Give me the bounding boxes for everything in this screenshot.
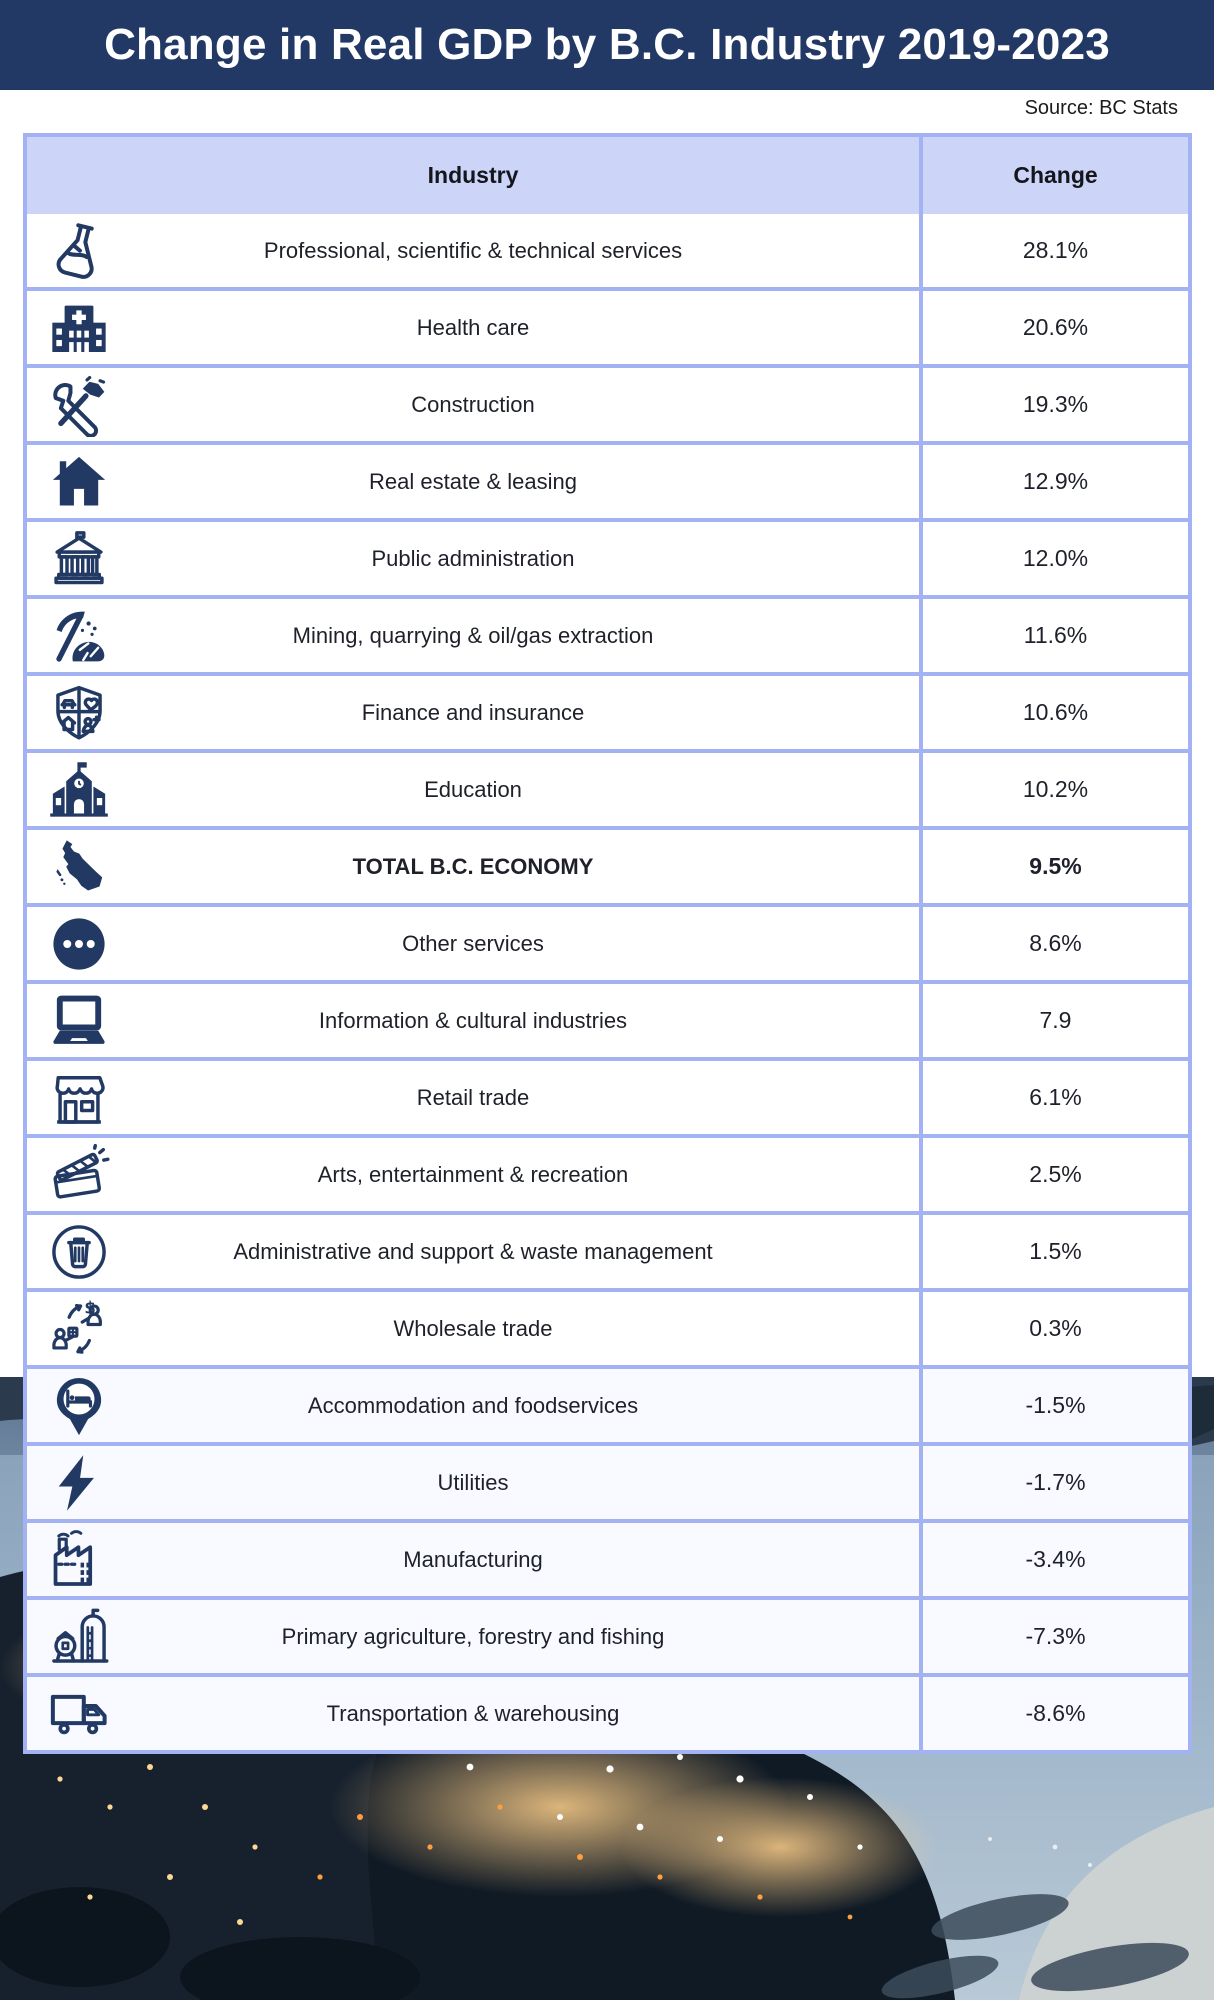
industry-label: Other services — [402, 930, 544, 956]
clapperboard-icon — [39, 1141, 119, 1209]
industry-label: Primary agriculture, forestry and fishing — [281, 1623, 665, 1649]
change-cell — [919, 368, 1188, 441]
change-cell — [919, 1600, 1188, 1673]
change-value: 1.5% — [1029, 1238, 1082, 1264]
school-icon — [39, 756, 119, 824]
table-row — [27, 1292, 1188, 1365]
change-cell — [919, 1677, 1188, 1750]
industry-cell — [27, 1369, 919, 1442]
industry-header-label: Industry — [427, 162, 519, 188]
change-value: -7.3% — [1025, 1623, 1086, 1649]
industry-label: Real estate & leasing — [369, 468, 577, 494]
table-row — [27, 1600, 1188, 1673]
industry-label: Transportation & warehousing — [326, 1700, 620, 1726]
change-value: 7.9 — [1039, 1007, 1072, 1033]
change-value: 28.1% — [1022, 237, 1089, 263]
silo-icon — [39, 1603, 119, 1671]
factory-icon — [39, 1526, 119, 1594]
shield-icon — [39, 679, 119, 747]
change-cell — [919, 984, 1188, 1057]
change-cell — [919, 830, 1188, 903]
industry-label: Utilities — [437, 1469, 509, 1495]
industry-cell — [27, 907, 919, 980]
industry-cell — [27, 676, 919, 749]
industry-cell — [27, 1215, 919, 1288]
table-row — [27, 1677, 1188, 1750]
table-row — [27, 445, 1188, 518]
change-cell — [919, 522, 1188, 595]
hospital-icon — [39, 294, 119, 362]
change-cell — [919, 1061, 1188, 1134]
industry-label: Construction — [411, 391, 535, 417]
change-value: 0.3% — [1029, 1315, 1082, 1341]
table-row — [27, 1138, 1188, 1211]
industry-cell — [27, 214, 919, 287]
gdp-change-table — [23, 133, 1192, 1754]
table-row — [27, 1061, 1188, 1134]
industry-label: Mining, quarrying & oil/gas extraction — [292, 622, 654, 648]
change-header-label: Change — [1013, 162, 1098, 188]
table-row — [27, 291, 1188, 364]
change-cell — [919, 676, 1188, 749]
change-value: 10.2% — [1022, 776, 1089, 802]
change-cell — [919, 445, 1188, 518]
industry-label: Retail trade — [416, 1084, 530, 1110]
industry-cell — [27, 984, 919, 1057]
industry-cell — [27, 599, 919, 672]
exchange-icon — [39, 1295, 119, 1363]
change-value: 12.9% — [1022, 468, 1089, 494]
table-row — [27, 1215, 1188, 1288]
change-value: -3.4% — [1025, 1546, 1086, 1572]
industry-cell — [27, 1061, 919, 1134]
tools-icon — [39, 371, 119, 439]
change-value: 11.6% — [1023, 622, 1088, 648]
change-column-header — [919, 137, 1188, 214]
industry-label: Arts, entertainment & recreation — [317, 1161, 629, 1187]
change-cell — [919, 1523, 1188, 1596]
table-row — [27, 522, 1188, 595]
table-row — [27, 599, 1188, 672]
change-cell — [919, 1138, 1188, 1211]
industry-cell — [27, 445, 919, 518]
table-row — [27, 753, 1188, 826]
industry-cell — [27, 753, 919, 826]
house-icon — [39, 448, 119, 516]
industry-label: Finance and insurance — [361, 699, 585, 725]
page-title: Change in Real GDP by B.C. Industry 2019-2023 — [104, 20, 1110, 69]
bc-map-icon — [39, 833, 119, 901]
table-row — [27, 368, 1188, 441]
table-row — [27, 676, 1188, 749]
table-row — [27, 1369, 1188, 1442]
table-header-row — [27, 137, 1188, 214]
industry-label: Administrative and support & waste management — [233, 1238, 713, 1264]
table-row — [27, 1446, 1188, 1519]
industry-column-header — [27, 137, 919, 214]
store-icon — [39, 1064, 119, 1132]
change-value: 12.0% — [1022, 545, 1089, 571]
industry-cell — [27, 1523, 919, 1596]
industry-label: Accommodation and foodservices — [307, 1392, 639, 1418]
industry-label: Information & cultural industries — [318, 1007, 628, 1033]
table-row — [27, 830, 1188, 903]
change-cell — [919, 214, 1188, 287]
change-value: -8.6% — [1025, 1700, 1086, 1726]
change-value: 19.3% — [1022, 391, 1089, 417]
industry-cell — [27, 1138, 919, 1211]
bank-icon — [39, 525, 119, 593]
table-row — [27, 984, 1188, 1057]
change-cell — [919, 1292, 1188, 1365]
industry-cell — [27, 1677, 919, 1750]
change-value: 2.5% — [1029, 1161, 1082, 1187]
table-row — [27, 1523, 1188, 1596]
industry-cell — [27, 1292, 919, 1365]
table-row — [27, 907, 1188, 980]
industry-cell — [27, 830, 919, 903]
industry-cell — [27, 522, 919, 595]
change-cell — [919, 1446, 1188, 1519]
change-cell — [919, 291, 1188, 364]
change-cell — [919, 1369, 1188, 1442]
trash-icon — [39, 1218, 119, 1286]
table-row — [27, 214, 1188, 287]
title-bar — [0, 0, 1214, 90]
industry-label: Health care — [416, 314, 530, 340]
source-credit: Source: BC Stats — [1024, 97, 1178, 119]
truck-icon — [39, 1680, 119, 1748]
change-cell — [919, 753, 1188, 826]
industry-label: Wholesale trade — [393, 1315, 553, 1341]
change-cell — [919, 599, 1188, 672]
change-value: 20.6% — [1022, 314, 1089, 340]
laptop-icon — [39, 987, 119, 1055]
change-cell — [919, 907, 1188, 980]
change-value: 6.1% — [1029, 1084, 1082, 1110]
industry-cell — [27, 291, 919, 364]
bed-pin-icon — [39, 1372, 119, 1440]
change-value: -1.7% — [1025, 1469, 1086, 1495]
flask-icon — [39, 217, 119, 285]
industry-label: Manufacturing — [403, 1546, 543, 1572]
industry-label: Professional, scientific & technical services — [263, 237, 683, 263]
industry-label: Education — [424, 776, 522, 802]
pickaxe-icon — [39, 602, 119, 670]
industry-cell — [27, 368, 919, 441]
table-body — [27, 214, 1188, 1750]
change-value: 8.6% — [1029, 930, 1082, 956]
change-cell — [919, 1215, 1188, 1288]
industry-label: Public administration — [371, 545, 575, 571]
change-value: -1.5% — [1025, 1392, 1086, 1418]
industry-cell — [27, 1446, 919, 1519]
ellipsis-icon — [39, 910, 119, 978]
industry-cell — [27, 1600, 919, 1673]
lightning-icon — [39, 1449, 119, 1517]
change-value: 9.5% — [1029, 853, 1082, 879]
change-value: 10.6% — [1022, 699, 1089, 725]
industry-label: TOTAL B.C. ECONOMY — [352, 853, 594, 879]
